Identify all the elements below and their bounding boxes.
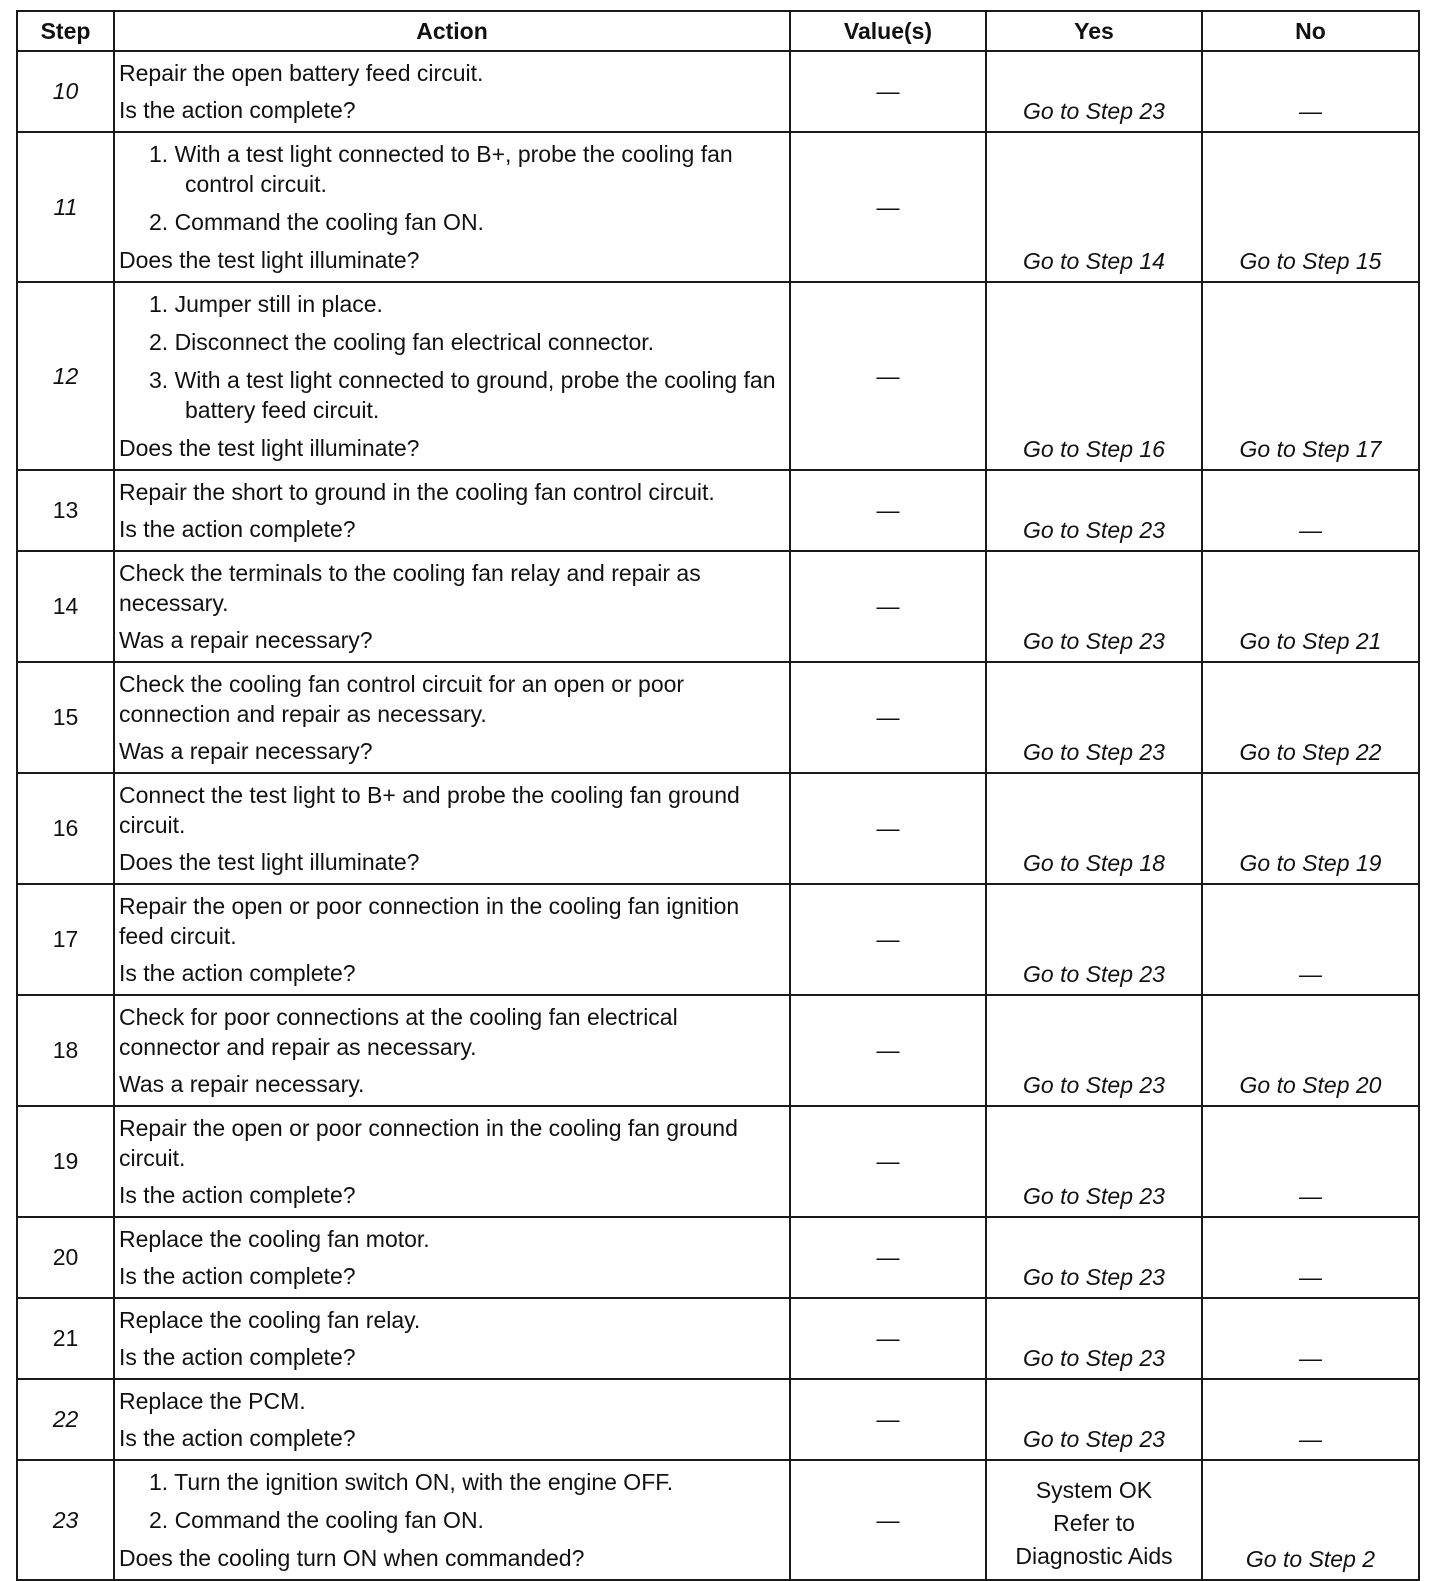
yes-cell: Go to Step 23 bbox=[986, 884, 1202, 995]
step-number: 19 bbox=[52, 1148, 79, 1174]
action-cell bbox=[114, 884, 790, 995]
no-cell: Go to Step 2 bbox=[1202, 1460, 1419, 1580]
yes-cell: Go to Step 23 bbox=[986, 1298, 1202, 1379]
step-number: 21 bbox=[52, 1325, 79, 1351]
yes-cell: Go to Step 14 bbox=[986, 132, 1202, 282]
action-question: Is the action complete? bbox=[119, 1425, 356, 1451]
table-row bbox=[17, 884, 1419, 995]
value-cell: — bbox=[790, 1106, 986, 1217]
yes-cell: Go to Step 23 bbox=[986, 1106, 1202, 1217]
table-row bbox=[17, 773, 1419, 884]
table-row bbox=[17, 1460, 1419, 1580]
step-number: 22 bbox=[52, 1406, 79, 1432]
no-cell: — bbox=[1202, 1298, 1419, 1379]
yes-cell: Go to Step 23 bbox=[986, 51, 1202, 132]
value-cell: — bbox=[790, 884, 986, 995]
value-cell: — bbox=[790, 51, 986, 132]
no-cell: Go to Step 22 bbox=[1202, 662, 1419, 773]
value-cell: — bbox=[790, 662, 986, 773]
yes-text-line: Refer to bbox=[1053, 1510, 1135, 1536]
step-cell bbox=[17, 1460, 114, 1580]
step-number: 10 bbox=[52, 78, 79, 104]
step-cell bbox=[17, 773, 114, 884]
action-question: Is the action complete? bbox=[119, 516, 356, 542]
action-question: Was a repair necessary? bbox=[119, 627, 373, 653]
action-question: Does the test light illuminate? bbox=[119, 247, 420, 273]
value-cell: — bbox=[790, 282, 986, 470]
action-list-item: 1. With a test light connected to B+, probe the cooling fan control circuit. bbox=[149, 141, 733, 197]
action-question: Does the cooling turn ON when commanded? bbox=[119, 1545, 585, 1571]
no-cell: Go to Step 21 bbox=[1202, 551, 1419, 662]
header-values: Value(s) bbox=[790, 11, 986, 51]
action-text: Check for poor connections at the cooling fan electrical connector and repair as necessary. bbox=[119, 1004, 678, 1060]
step-number: 12 bbox=[52, 362, 79, 389]
action-cell bbox=[114, 470, 790, 551]
action-cell bbox=[114, 1106, 790, 1217]
step-cell bbox=[17, 551, 114, 662]
yes-cell: Go to Step 23 bbox=[986, 995, 1202, 1106]
step-cell bbox=[17, 1298, 114, 1379]
step-cell bbox=[17, 51, 114, 132]
value-cell: — bbox=[790, 995, 986, 1106]
step-number: 20 bbox=[52, 1244, 79, 1270]
yes-cell: Go to Step 23 bbox=[986, 470, 1202, 551]
action-cell bbox=[114, 1298, 790, 1379]
step-number: 23 bbox=[52, 1506, 79, 1533]
header-row bbox=[17, 11, 1419, 51]
action-text: Check the terminals to the cooling fan relay and repair as necessary. bbox=[119, 560, 701, 616]
action-list-item: 3. With a test light connected to ground, probe the cooling fan battery feed circuit. bbox=[149, 367, 776, 423]
yes-text-line: Diagnostic Aids bbox=[1015, 1543, 1173, 1569]
step-cell bbox=[17, 132, 114, 282]
table-row bbox=[17, 551, 1419, 662]
action-cell bbox=[114, 662, 790, 773]
step-number: 17 bbox=[52, 926, 79, 952]
step-number: 15 bbox=[52, 704, 79, 730]
action-text: Replace the PCM. bbox=[119, 1388, 306, 1414]
table-row bbox=[17, 995, 1419, 1106]
diagnostic-table bbox=[16, 10, 1420, 1581]
action-text: Check the cooling fan control circuit for an open or poor connection and repair as necessary. bbox=[119, 671, 685, 727]
action-cell bbox=[114, 995, 790, 1106]
yes-cell: Go to Step 23 bbox=[986, 662, 1202, 773]
action-cell bbox=[114, 1460, 790, 1580]
step-cell bbox=[17, 282, 114, 470]
value-cell: — bbox=[790, 132, 986, 282]
header-step: Step bbox=[17, 11, 114, 51]
header-action: Action bbox=[114, 11, 790, 51]
action-list-item: 1. Jumper still in place. bbox=[149, 291, 383, 317]
no-cell: Go to Step 15 bbox=[1202, 132, 1419, 282]
step-number: 14 bbox=[52, 593, 79, 619]
action-question: Does the test light illuminate? bbox=[119, 435, 420, 461]
no-cell: Go to Step 19 bbox=[1202, 773, 1419, 884]
no-cell: — bbox=[1202, 1106, 1419, 1217]
value-cell: — bbox=[790, 1298, 986, 1379]
header-yes: Yes bbox=[986, 11, 1202, 51]
value-cell: — bbox=[790, 1460, 986, 1580]
step-cell bbox=[17, 884, 114, 995]
step-cell bbox=[17, 1379, 114, 1460]
step-cell bbox=[17, 995, 114, 1106]
table-row bbox=[17, 51, 1419, 132]
action-list-item: 2. Command the cooling fan ON. bbox=[149, 209, 484, 235]
action-text: Repair the open or poor connection in the cooling fan ground circuit. bbox=[119, 1115, 738, 1171]
no-cell: Go to Step 20 bbox=[1202, 995, 1419, 1106]
value-cell: — bbox=[790, 470, 986, 551]
action-text: Connect the test light to B+ and probe the cooling fan ground circuit. bbox=[119, 782, 740, 838]
table-row bbox=[17, 1217, 1419, 1298]
action-cell bbox=[114, 1217, 790, 1298]
step-cell bbox=[17, 1106, 114, 1217]
no-cell: — bbox=[1202, 1217, 1419, 1298]
action-text: Repair the short to ground in the cooling fan control circuit. bbox=[119, 479, 715, 505]
table-row bbox=[17, 1298, 1419, 1379]
action-cell bbox=[114, 1379, 790, 1460]
value-cell: — bbox=[790, 773, 986, 884]
action-cell bbox=[114, 51, 790, 132]
action-question: Is the action complete? bbox=[119, 1344, 356, 1370]
table-row bbox=[17, 1106, 1419, 1217]
yes-cell: Go to Step 23 bbox=[986, 1217, 1202, 1298]
yes-cell: Go to Step 16 bbox=[986, 282, 1202, 470]
action-text: Repair the open battery feed circuit. bbox=[119, 60, 484, 86]
table-row bbox=[17, 132, 1419, 282]
yes-cell: Go to Step 23 bbox=[986, 1379, 1202, 1460]
step-cell bbox=[17, 662, 114, 773]
action-cell bbox=[114, 551, 790, 662]
yes-cell: Go to Step 23 bbox=[986, 551, 1202, 662]
action-question: Is the action complete? bbox=[119, 1182, 356, 1208]
step-number: 16 bbox=[52, 815, 79, 841]
header-no: No bbox=[1202, 11, 1419, 51]
action-question: Was a repair necessary? bbox=[119, 738, 373, 764]
yes-cell bbox=[986, 1460, 1202, 1580]
action-list-item: 1. Turn the ignition switch ON, with the engine OFF. bbox=[149, 1469, 674, 1495]
table-row bbox=[17, 470, 1419, 551]
action-question: Is the action complete? bbox=[119, 97, 356, 123]
no-cell: — bbox=[1202, 884, 1419, 995]
action-question: Was a repair necessary. bbox=[119, 1071, 365, 1097]
value-cell: — bbox=[790, 1379, 986, 1460]
no-cell: — bbox=[1202, 470, 1419, 551]
action-cell bbox=[114, 773, 790, 884]
action-cell bbox=[114, 282, 790, 470]
action-cell bbox=[114, 132, 790, 282]
action-question: Is the action complete? bbox=[119, 960, 356, 986]
action-text: Replace the cooling fan motor. bbox=[119, 1226, 430, 1252]
no-cell: — bbox=[1202, 51, 1419, 132]
step-number: 11 bbox=[53, 193, 78, 220]
no-cell: Go to Step 17 bbox=[1202, 282, 1419, 470]
value-cell: — bbox=[790, 551, 986, 662]
yes-cell: Go to Step 18 bbox=[986, 773, 1202, 884]
step-cell bbox=[17, 1217, 114, 1298]
step-cell bbox=[17, 470, 114, 551]
no-cell: — bbox=[1202, 1379, 1419, 1460]
action-list-item: 2. Disconnect the cooling fan electrical connector. bbox=[149, 329, 655, 355]
table-row bbox=[17, 282, 1419, 470]
table-row bbox=[17, 662, 1419, 773]
step-number: 13 bbox=[52, 497, 79, 523]
step-number: 18 bbox=[52, 1037, 79, 1063]
action-question: Is the action complete? bbox=[119, 1263, 356, 1289]
action-list-item: 2. Command the cooling fan ON. bbox=[149, 1507, 484, 1533]
action-question: Does the test light illuminate? bbox=[119, 849, 420, 875]
value-cell: — bbox=[790, 1217, 986, 1298]
table-row bbox=[17, 1379, 1419, 1460]
yes-text-line: System OK bbox=[1035, 1477, 1153, 1503]
action-text: Repair the open or poor connection in the cooling fan ignition feed circuit. bbox=[119, 893, 740, 949]
action-text: Replace the cooling fan relay. bbox=[119, 1307, 421, 1333]
